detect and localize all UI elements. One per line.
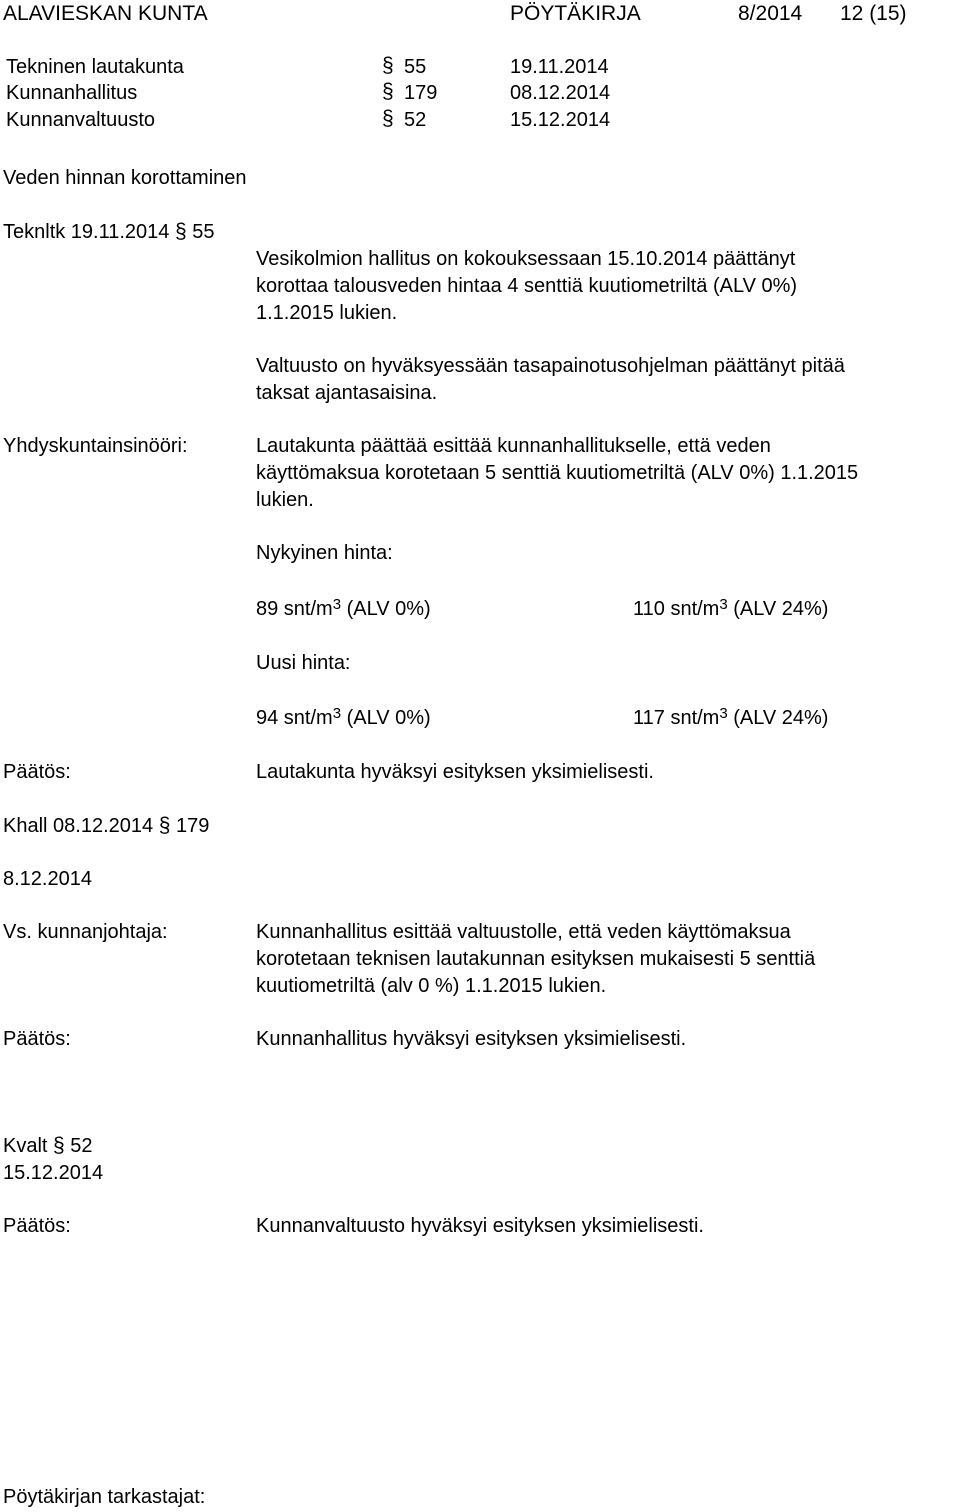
decision-text: Kunnanvaltuusto hyväksyi esityksen yksimielisesti. — [256, 1215, 704, 1237]
section-sign: § — [158, 814, 171, 837]
khall-reference — [3, 813, 209, 839]
header-doc-type: PÖYTÄKIRJA — [510, 2, 641, 25]
current-price-label: Nykyinen hinta: — [256, 542, 393, 564]
section-sign: § — [53, 1134, 65, 1157]
page-title: Veden hinnan korottaminen — [3, 167, 247, 189]
proposer-label: Vs. kunnanjohtaja: — [3, 921, 168, 943]
price-value: 94 snt/m — [256, 707, 333, 729]
reference-number: 55 — [192, 221, 215, 243]
decision-text: Lautakunta hyväksyi esityksen yksimielisesti. — [256, 761, 654, 783]
header-doc-number: 8/2014 — [738, 2, 803, 25]
teknltk-reference — [3, 219, 214, 245]
decision-label: Päätös: — [3, 1028, 71, 1050]
cubic-superscript: 3 — [719, 705, 728, 722]
paragraph-line: Vesikolmion hallitus on kokouksessaan 15.10.2014 päättänyt — [256, 248, 796, 270]
handling-body: Tekninen lautakunta — [6, 56, 184, 78]
handling-body: Kunnanhallitus — [6, 82, 138, 104]
section-sign: § — [382, 107, 394, 130]
reference-prefix: Khall 08.12.2014 — [3, 815, 154, 837]
proposal-line: käyttömaksua korotetaan 5 senttiä kuutiometriltä (ALV 0%) 1.1.2015 — [256, 462, 859, 484]
section-sign: § — [382, 54, 394, 77]
handling-body: Kunnanvaltuusto — [6, 109, 156, 131]
section-sign: § — [174, 220, 187, 243]
paragraph-line: korottaa talousveden hintaa 4 senttiä kuutiometriltä (ALV 0%) — [256, 275, 798, 297]
reviewers-label: Pöytäkirjan tarkastajat: — [3, 1486, 206, 1508]
price-vat: (ALV 0%) — [341, 707, 431, 729]
reference-prefix: Teknltk 19.11.2014 — [3, 221, 170, 243]
decision-label: Päätös: — [3, 761, 71, 783]
header-page-number: 12 (15) — [840, 2, 907, 25]
kvalt-date: 15.12.2014 — [3, 1162, 104, 1184]
proposer-label: Yhdyskuntainsinööri: — [3, 435, 188, 457]
section-sign: § — [382, 80, 394, 103]
proposal-line: korotetaan teknisen lautakunnan esityksen mukaisesti 5 senttiä — [256, 948, 816, 970]
cubic-superscript: 3 — [332, 705, 342, 722]
new-price-alv0 — [256, 705, 431, 731]
handling-date: 15.12.2014 — [510, 109, 611, 131]
paragraph-line: taksat ajantasaisina. — [256, 382, 438, 404]
new-price-alv24 — [633, 705, 828, 731]
proposal-line: Kunnanhallitus esittää valtuustolle, että veden käyttömaksua — [256, 921, 791, 943]
price-vat: (ALV 24%) — [727, 598, 829, 620]
reference-number: 179 — [175, 815, 210, 837]
proposal-line: lukien. — [256, 489, 314, 511]
decision-label: Päätös: — [3, 1215, 71, 1237]
handling-date: 08.12.2014 — [510, 82, 611, 104]
handling-number: 52 — [404, 109, 427, 131]
price-value: 117 snt/m — [633, 707, 720, 729]
price-vat: (ALV 24%) — [727, 707, 829, 729]
handling-date: 19.11.2014 — [510, 56, 609, 78]
new-price-label: Uusi hinta: — [256, 652, 351, 674]
price-value: 110 snt/m — [633, 598, 720, 620]
paragraph-line: 1.1.2015 lukien. — [256, 302, 398, 324]
handling-number: 55 — [404, 56, 427, 78]
khall-date: 8.12.2014 — [3, 868, 92, 890]
proposal-line: Lautakunta päättää esittää kunnanhallitukselle, että veden — [256, 435, 771, 457]
decision-text: Kunnanhallitus hyväksyi esityksen yksimielisesti. — [256, 1028, 687, 1050]
reference-prefix: Kvalt — [3, 1135, 48, 1157]
price-vat: (ALV 0%) — [341, 598, 431, 620]
paragraph-line: Valtuusto on hyväksyessään tasapainotusohjelman päättänyt pitää — [256, 355, 845, 377]
header-org: ALAVIESKAN KUNTA — [3, 2, 208, 25]
price-value: 89 snt/m — [256, 598, 333, 620]
reference-number: 52 — [70, 1135, 93, 1157]
cubic-superscript: 3 — [332, 596, 342, 613]
current-price-alv24 — [633, 596, 828, 622]
cubic-superscript: 3 — [719, 596, 728, 613]
handling-number: 179 — [404, 82, 438, 104]
kvalt-reference — [3, 1133, 93, 1159]
proposal-line: kuutiometriltä (alv 0 %) 1.1.2015 lukien. — [256, 975, 607, 997]
current-price-alv0 — [256, 596, 431, 622]
